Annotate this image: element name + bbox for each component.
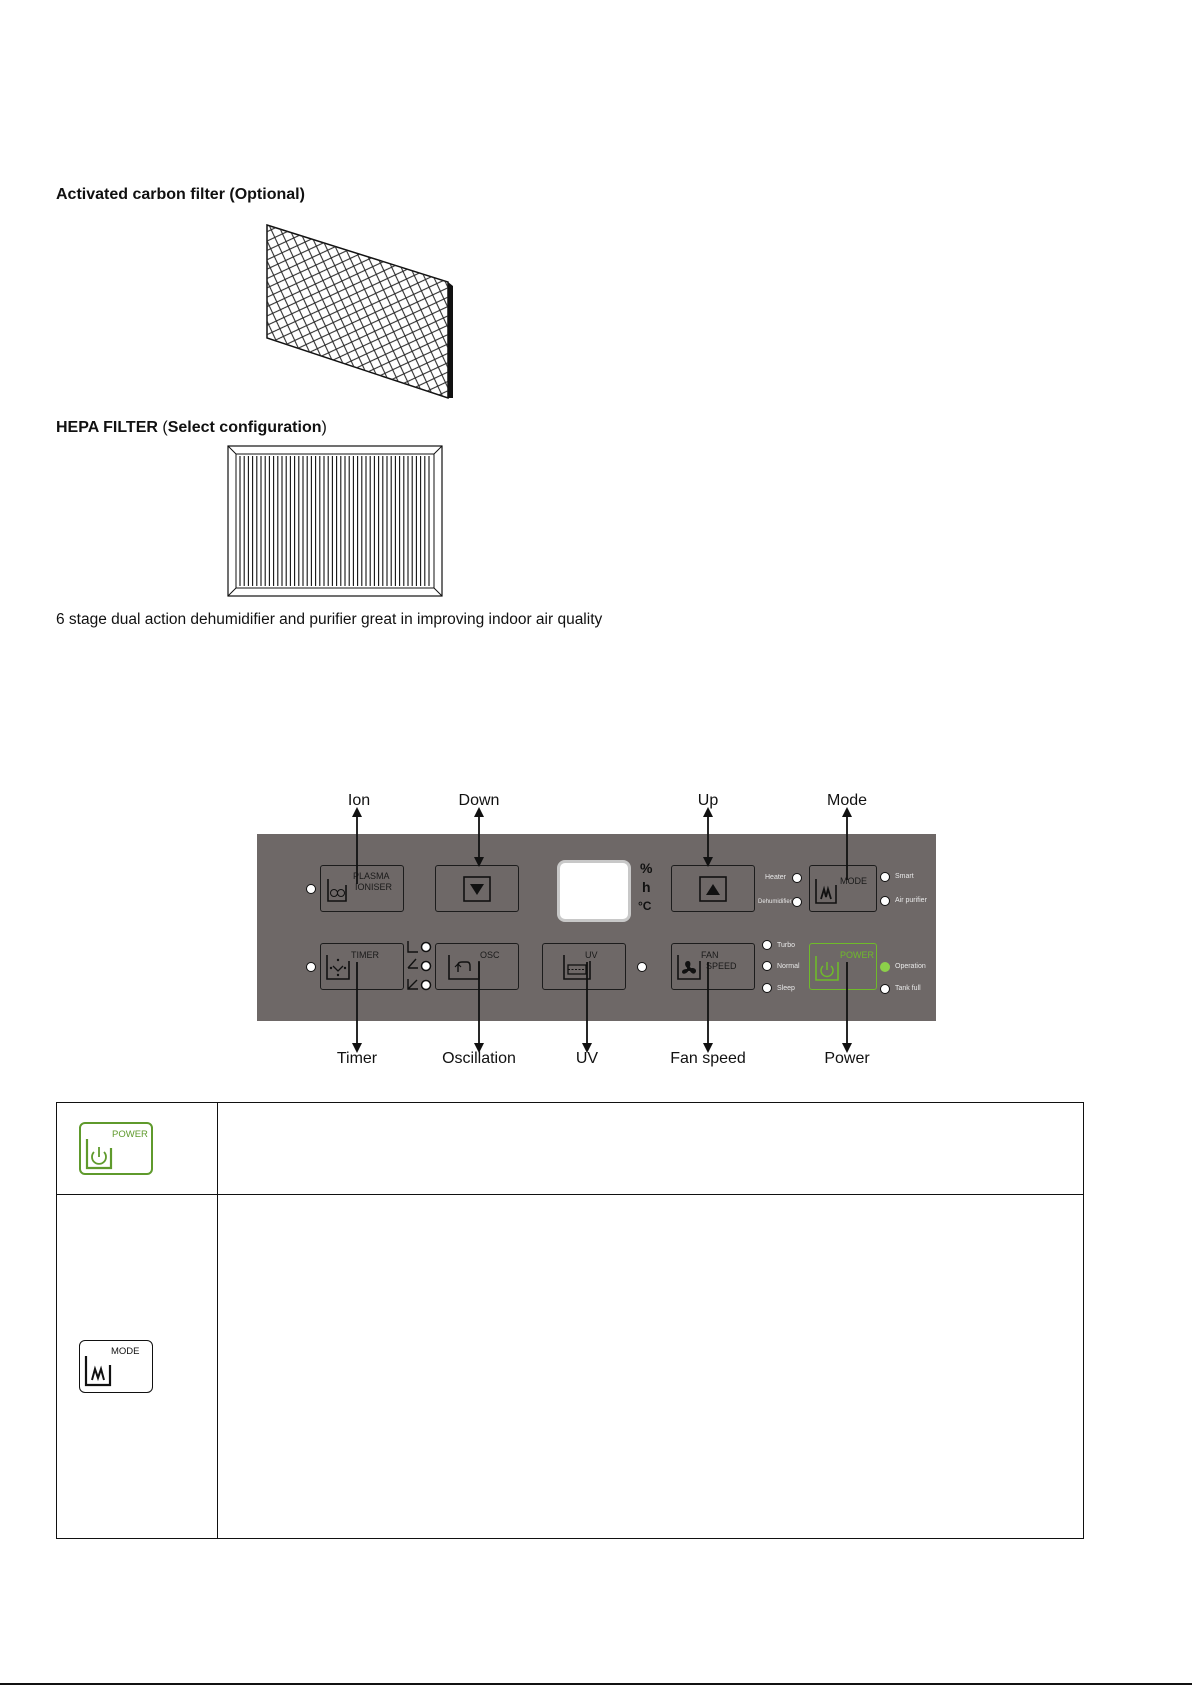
timer-icon xyxy=(325,953,351,981)
arrow-up-icon xyxy=(699,876,727,902)
unit-hours: h xyxy=(642,879,651,895)
callout-down: Down xyxy=(458,792,500,809)
power-icon xyxy=(84,1136,114,1172)
timer-label: TIMER xyxy=(351,950,379,960)
oscillation-angle-indicators xyxy=(405,938,433,994)
operation-indicator-label: Operation xyxy=(895,963,926,970)
table-row xyxy=(57,1195,1084,1539)
turbo-led xyxy=(762,940,772,950)
mode-icon xyxy=(83,1353,113,1389)
air-purifier-led xyxy=(880,896,890,906)
mode-icon xyxy=(814,877,838,905)
hepa-heading-config: Select configuration xyxy=(167,419,322,436)
power-icon-label: POWER xyxy=(112,1129,148,1140)
dehumidifier-indicator-label: Dehumidifier xyxy=(758,899,792,905)
mode-description-cell xyxy=(218,1195,1084,1539)
plasma-ioniser-button[interactable] xyxy=(320,865,404,912)
hepa-heading-bold: HEPA FILTER xyxy=(56,419,158,436)
product-caption: 6 stage dual action dehumidifier and purifier great in improving indoor air quality xyxy=(56,611,603,628)
mode-label: MODE xyxy=(840,876,867,886)
callout-ion: Ion xyxy=(347,792,371,809)
unit-percent: % xyxy=(640,860,653,876)
osc-label: OSC xyxy=(480,950,500,960)
power-description-cell xyxy=(218,1103,1084,1195)
normal-indicator-label: Normal xyxy=(777,963,800,970)
table-row xyxy=(57,1103,1084,1195)
uv-label: UV xyxy=(585,950,598,960)
callout-timer: Timer xyxy=(336,1050,378,1067)
hepa-paren-open: ( xyxy=(162,419,168,436)
power-icon xyxy=(814,954,840,982)
tank-full-led xyxy=(880,984,890,994)
tank-full-indicator-label: Tank full xyxy=(895,985,921,992)
plasma-label: PLASMA xyxy=(353,871,390,881)
control-panel xyxy=(257,834,936,1021)
ioniser-icon xyxy=(326,877,348,903)
timer-button[interactable] xyxy=(320,943,404,990)
uv-led xyxy=(637,962,647,972)
air-purifier-indicator-label: Air purifier xyxy=(895,897,927,904)
normal-led xyxy=(762,961,772,971)
callout-oscillation: Oscillation xyxy=(442,1050,516,1067)
hepa-paren-close: ) xyxy=(321,419,327,436)
smart-indicator-label: Smart xyxy=(895,873,914,880)
carbon-filter-heading: Activated carbon filter (Optional) xyxy=(56,186,305,203)
uv-button[interactable] xyxy=(542,943,626,990)
mode-button[interactable] xyxy=(809,865,877,912)
mode-icon-label: MODE xyxy=(111,1346,140,1357)
button-description-table xyxy=(56,1102,1084,1539)
oscillation-button[interactable] xyxy=(435,943,519,990)
timer-led xyxy=(306,962,316,972)
sleep-led xyxy=(762,983,772,993)
mode-icon-cell xyxy=(57,1195,218,1539)
fan-speed-button[interactable] xyxy=(671,943,755,990)
hepa-filter-illustration xyxy=(227,445,445,599)
ioniser-led xyxy=(306,884,316,894)
unit-celsius: °C xyxy=(638,899,652,913)
callout-power: Power xyxy=(824,1050,870,1067)
mode-button-icon xyxy=(79,1340,153,1393)
callout-mode: Mode xyxy=(826,792,868,809)
smart-led xyxy=(880,872,890,882)
oscillation-icon xyxy=(447,953,481,981)
up-button[interactable] xyxy=(671,865,755,912)
callout-fan-speed: Fan speed xyxy=(670,1050,746,1067)
speed-label: SPEED xyxy=(706,961,737,971)
sleep-indicator-label: Sleep xyxy=(777,985,795,992)
down-button[interactable] xyxy=(435,865,519,912)
operation-led xyxy=(880,962,890,972)
hepa-filter-heading xyxy=(56,419,327,437)
power-button[interactable] xyxy=(809,943,877,990)
heater-indicator-label: Heater xyxy=(765,874,787,881)
fan-icon xyxy=(676,953,702,981)
arrow-down-icon xyxy=(463,876,491,902)
dehumidifier-led xyxy=(792,897,802,907)
carbon-filter-illustration xyxy=(262,220,457,400)
power-icon-cell xyxy=(57,1103,218,1195)
display-screen xyxy=(557,860,631,922)
heater-led xyxy=(792,873,802,883)
callout-up: Up xyxy=(697,792,719,809)
turbo-indicator-label: Turbo xyxy=(777,942,796,949)
fan-label: FAN xyxy=(701,950,719,960)
power-label: POWER xyxy=(840,950,875,960)
power-button-icon xyxy=(79,1122,153,1175)
ioniser-label: IONISER xyxy=(355,882,393,892)
callout-uv: UV xyxy=(575,1050,599,1067)
